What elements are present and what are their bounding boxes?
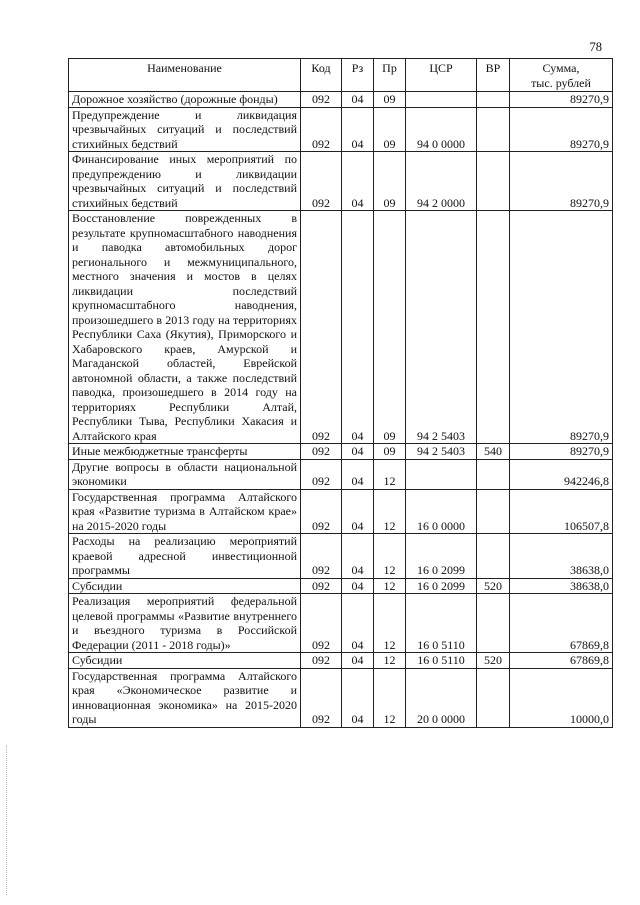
cell-sum: 89270,9 bbox=[510, 152, 613, 211]
cell-sum: 67869,8 bbox=[510, 594, 613, 653]
cell-name: Восстановление поврежденных в результате крупномасштабного наводнения и паводка автомобильных дорог регионального и межмуниципального, местного значения и мостов в целях ликвидации последствий крупномасштабного наводнения, произошедшего в 2013 году на территориях Республики Саха (Якутия), Приморского и Хабаровского краев, Амурской и Магаданской областей, Еврейской автономной области, а также последствий паводка, произошедшего в 2014 году на территориях Республики Алтай, Республики Тыва, Республики Хакасия и Алтайского края bbox=[69, 211, 301, 444]
table-row bbox=[69, 92, 613, 108]
cell-rz: 04 bbox=[342, 578, 374, 594]
cell-name: Финансирование иных мероприятий по предупреждению и ликвидации чрезвычайных ситуаций и последствий стихийных бедствий bbox=[69, 152, 301, 211]
cell-vr bbox=[477, 668, 510, 727]
cell-csr: 94 2 0000 bbox=[406, 152, 477, 211]
cell-rz: 04 bbox=[342, 534, 374, 579]
cell-name: Реализация мероприятий федеральной целевой программы «Развитие внутреннего и въездного туризма в Российской Федерации (2011 - 2018 годы)» bbox=[69, 594, 301, 653]
cell-csr: 16 0 2099 bbox=[406, 534, 477, 579]
cell-csr bbox=[406, 459, 477, 489]
header-rz: Рз bbox=[342, 59, 374, 92]
table-row bbox=[69, 594, 613, 653]
cell-csr: 20 0 0000 bbox=[406, 668, 477, 727]
cell-csr: 94 2 5403 bbox=[406, 444, 477, 460]
cell-name: Дорожное хозяйство (дорожные фонды) bbox=[69, 92, 301, 108]
cell-pr: 12 bbox=[374, 578, 406, 594]
cell-name: Предупреждение и ликвидация чрезвычайных ситуаций и последствий стихийных бедствий bbox=[69, 107, 301, 152]
cell-name: Государственная программа Алтайского края «Экономическое развитие и инновационная экономика» на 2015-2020 годы bbox=[69, 668, 301, 727]
table-row bbox=[69, 107, 613, 152]
cell-vr bbox=[477, 459, 510, 489]
cell-sum: 89270,9 bbox=[510, 92, 613, 108]
cell-rz: 04 bbox=[342, 152, 374, 211]
cell-vr: 520 bbox=[477, 653, 510, 669]
cell-kod: 092 bbox=[301, 107, 342, 152]
cell-vr bbox=[477, 594, 510, 653]
cell-pr: 09 bbox=[374, 444, 406, 460]
cell-kod: 092 bbox=[301, 668, 342, 727]
margin-scan-marks bbox=[6, 745, 7, 895]
cell-name: Субсидии bbox=[69, 653, 301, 669]
table-header-row bbox=[69, 59, 613, 92]
cell-rz: 04 bbox=[342, 668, 374, 727]
budget-table bbox=[68, 58, 613, 728]
cell-kod: 092 bbox=[301, 578, 342, 594]
cell-csr: 16 0 5110 bbox=[406, 594, 477, 653]
cell-vr: 540 bbox=[477, 444, 510, 460]
cell-name: Государственная программа Алтайского края «Развитие туризма в Алтайском крае» на 2015-2020 годы bbox=[69, 489, 301, 534]
cell-name: Иные межбюджетные трансферты bbox=[69, 444, 301, 460]
cell-sum: 38638,0 bbox=[510, 578, 613, 594]
cell-name: Другие вопросы в области национальной экономики bbox=[69, 459, 301, 489]
cell-vr bbox=[477, 152, 510, 211]
cell-kod: 092 bbox=[301, 152, 342, 211]
table-row bbox=[69, 489, 613, 534]
cell-csr: 94 2 5403 bbox=[406, 211, 477, 444]
table-row bbox=[69, 459, 613, 489]
table-row bbox=[69, 578, 613, 594]
cell-vr bbox=[477, 534, 510, 579]
cell-vr: 520 bbox=[477, 578, 510, 594]
cell-sum: 89270,9 bbox=[510, 107, 613, 152]
cell-pr: 12 bbox=[374, 489, 406, 534]
header-sum-line2: тыс. рублей bbox=[531, 75, 591, 90]
cell-rz: 04 bbox=[342, 594, 374, 653]
cell-kod: 092 bbox=[301, 594, 342, 653]
cell-sum: 89270,9 bbox=[510, 211, 613, 444]
cell-kod: 092 bbox=[301, 459, 342, 489]
cell-csr: 16 0 0000 bbox=[406, 489, 477, 534]
header-pr: Пр bbox=[374, 59, 406, 92]
cell-kod: 092 bbox=[301, 211, 342, 444]
cell-sum: 10000,0 bbox=[510, 668, 613, 727]
table-row bbox=[69, 534, 613, 579]
cell-rz: 04 bbox=[342, 92, 374, 108]
cell-vr bbox=[477, 489, 510, 534]
cell-kod: 092 bbox=[301, 653, 342, 669]
cell-sum: 89270,9 bbox=[510, 444, 613, 460]
cell-name: Расходы на реализацию мероприятий краевой адресной инвестиционной программы bbox=[69, 534, 301, 579]
cell-pr: 12 bbox=[374, 594, 406, 653]
header-vr: ВР bbox=[477, 59, 510, 92]
header-kod: Код bbox=[301, 59, 342, 92]
cell-rz: 04 bbox=[342, 653, 374, 669]
cell-csr: 94 0 0000 bbox=[406, 107, 477, 152]
header-name: Наименование bbox=[69, 59, 301, 92]
cell-csr: 16 0 2099 bbox=[406, 578, 477, 594]
table-row bbox=[69, 444, 613, 460]
cell-vr bbox=[477, 211, 510, 444]
header-sum bbox=[510, 59, 613, 92]
cell-sum: 67869,8 bbox=[510, 653, 613, 669]
cell-pr: 12 bbox=[374, 534, 406, 579]
cell-vr bbox=[477, 92, 510, 108]
cell-kod: 092 bbox=[301, 444, 342, 460]
page-number: 78 bbox=[589, 40, 602, 54]
cell-kod: 092 bbox=[301, 534, 342, 579]
table-body bbox=[69, 92, 613, 728]
cell-pr: 09 bbox=[374, 107, 406, 152]
cell-rz: 04 bbox=[342, 211, 374, 444]
table-row bbox=[69, 152, 613, 211]
table-row bbox=[69, 668, 613, 727]
cell-rz: 04 bbox=[342, 444, 374, 460]
cell-pr: 09 bbox=[374, 152, 406, 211]
cell-sum: 942246,8 bbox=[510, 459, 613, 489]
cell-vr bbox=[477, 107, 510, 152]
cell-pr: 12 bbox=[374, 653, 406, 669]
cell-rz: 04 bbox=[342, 489, 374, 534]
cell-kod: 092 bbox=[301, 489, 342, 534]
cell-pr: 09 bbox=[374, 92, 406, 108]
cell-sum: 106507,8 bbox=[510, 489, 613, 534]
cell-csr: 16 0 5110 bbox=[406, 653, 477, 669]
cell-rz: 04 bbox=[342, 107, 374, 152]
cell-rz: 04 bbox=[342, 459, 374, 489]
cell-pr: 12 bbox=[374, 668, 406, 727]
cell-sum: 38638,0 bbox=[510, 534, 613, 579]
cell-pr: 09 bbox=[374, 211, 406, 444]
cell-csr bbox=[406, 92, 477, 108]
table-row bbox=[69, 653, 613, 669]
cell-name: Субсидии bbox=[69, 578, 301, 594]
table-row bbox=[69, 211, 613, 444]
cell-kod: 092 bbox=[301, 92, 342, 108]
header-csr: ЦСР bbox=[406, 59, 477, 92]
cell-pr: 12 bbox=[374, 459, 406, 489]
header-sum-line1: Сумма, bbox=[542, 61, 580, 75]
